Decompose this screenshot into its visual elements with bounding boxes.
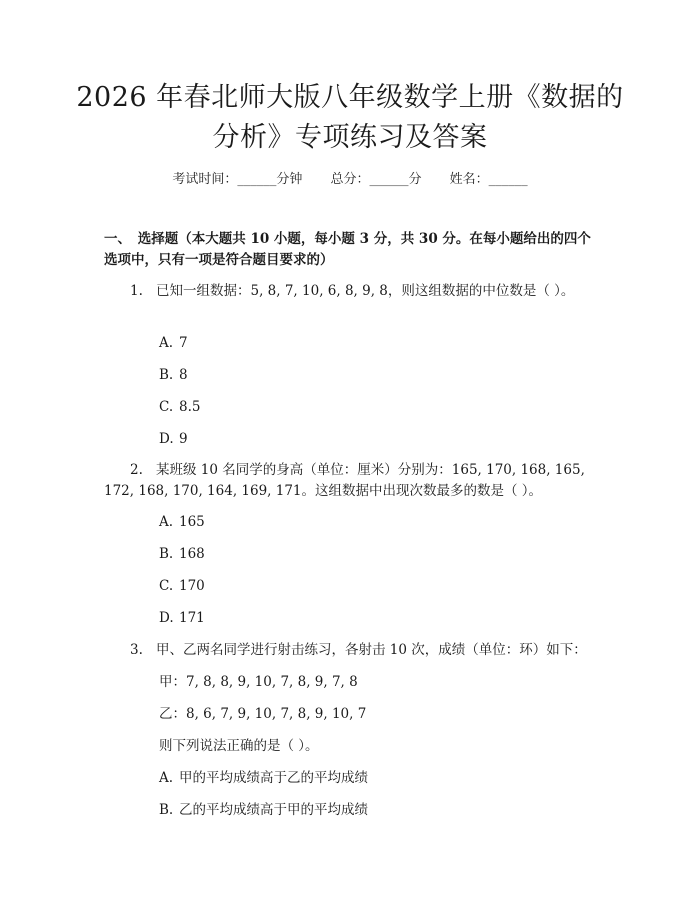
question-3-option-b: [159, 800, 368, 820]
page-title: [60, 78, 640, 158]
option-text: 170: [179, 578, 205, 594]
option-letter: C.: [159, 399, 174, 415]
option-letter: A.: [159, 514, 174, 530]
exam-meta: [0, 168, 700, 187]
section-heading: 一、 选择题（本大题共 10 小题，每小题 3 分，共 30 分。在每小题给出的四个选项中，只有一项是符合题目要求的）: [104, 231, 591, 268]
question-1-option-b: [159, 365, 188, 385]
title-line-1: 2026 年春北师大版八年级数学上册《数据的: [76, 82, 624, 113]
question-1-number: 1.: [130, 283, 143, 299]
question-3-text: 甲、乙两名同学进行射击练习，各射击 10 次，成绩（单位：环）如下：: [156, 642, 587, 658]
option-letter: C.: [159, 578, 174, 594]
option-letter: B.: [159, 367, 174, 383]
question-1: [104, 281, 596, 302]
question-1-option-d: [159, 429, 188, 449]
option-text: 甲的平均成绩高于乙的平均成绩: [179, 770, 368, 786]
option-letter: A.: [159, 770, 174, 786]
question-1-text: 已知一组数据：5, 8, 7, 10, 6, 8, 9, 8，则这组数据的中位数是（ ）。: [156, 283, 575, 299]
student-name: 姓名：______: [449, 172, 528, 187]
option-text: 9: [179, 431, 188, 447]
question-1-option-c: [159, 397, 200, 417]
question-3-yi-scores: 乙：8, 6, 7, 9, 10, 7, 8, 9, 10, 7: [159, 706, 367, 722]
option-text: 乙的平均成绩高于甲的平均成绩: [179, 802, 368, 818]
option-letter: B.: [159, 802, 174, 818]
question-2: [104, 460, 596, 502]
option-text: 168: [179, 546, 205, 562]
option-text: 8.5: [179, 399, 201, 415]
question-3-prompt: 则下列说法正确的是（ ）。: [159, 738, 319, 754]
option-letter: D.: [159, 610, 174, 626]
question-2-option-c: [159, 576, 205, 596]
exam-time: 考试时间：______分钟: [172, 172, 303, 187]
option-letter: D.: [159, 431, 174, 447]
question-3-option-a: [159, 768, 368, 788]
option-text: 165: [179, 514, 205, 530]
question-3-number: 3.: [130, 642, 143, 658]
question-3-jia-scores: 甲：7, 8, 8, 9, 10, 7, 8, 9, 7, 8: [159, 674, 358, 690]
option-letter: B.: [159, 546, 174, 562]
question-2-option-d: [159, 608, 205, 628]
title-line-2: 分析》专项练习及答案: [212, 122, 488, 153]
question-2-option-b: [159, 544, 205, 564]
option-text: 8: [179, 367, 188, 383]
question-3: [104, 640, 596, 661]
option-text: 171: [179, 610, 205, 626]
question-2-option-a: [159, 512, 205, 532]
exam-score: 总分：______分: [330, 172, 422, 187]
question-2-text: 某班级 10 名同学的身高（单位：厘米）分别为：165, 170, 168, 165, 172, 168, 170, 164, 169, 171。这组数据中出现次数最多的数是（ ）。: [104, 462, 585, 499]
option-letter: A.: [159, 335, 174, 351]
option-text: 7: [179, 335, 188, 351]
question-1-option-a: [159, 333, 188, 353]
question-2-number: 2.: [130, 462, 143, 478]
